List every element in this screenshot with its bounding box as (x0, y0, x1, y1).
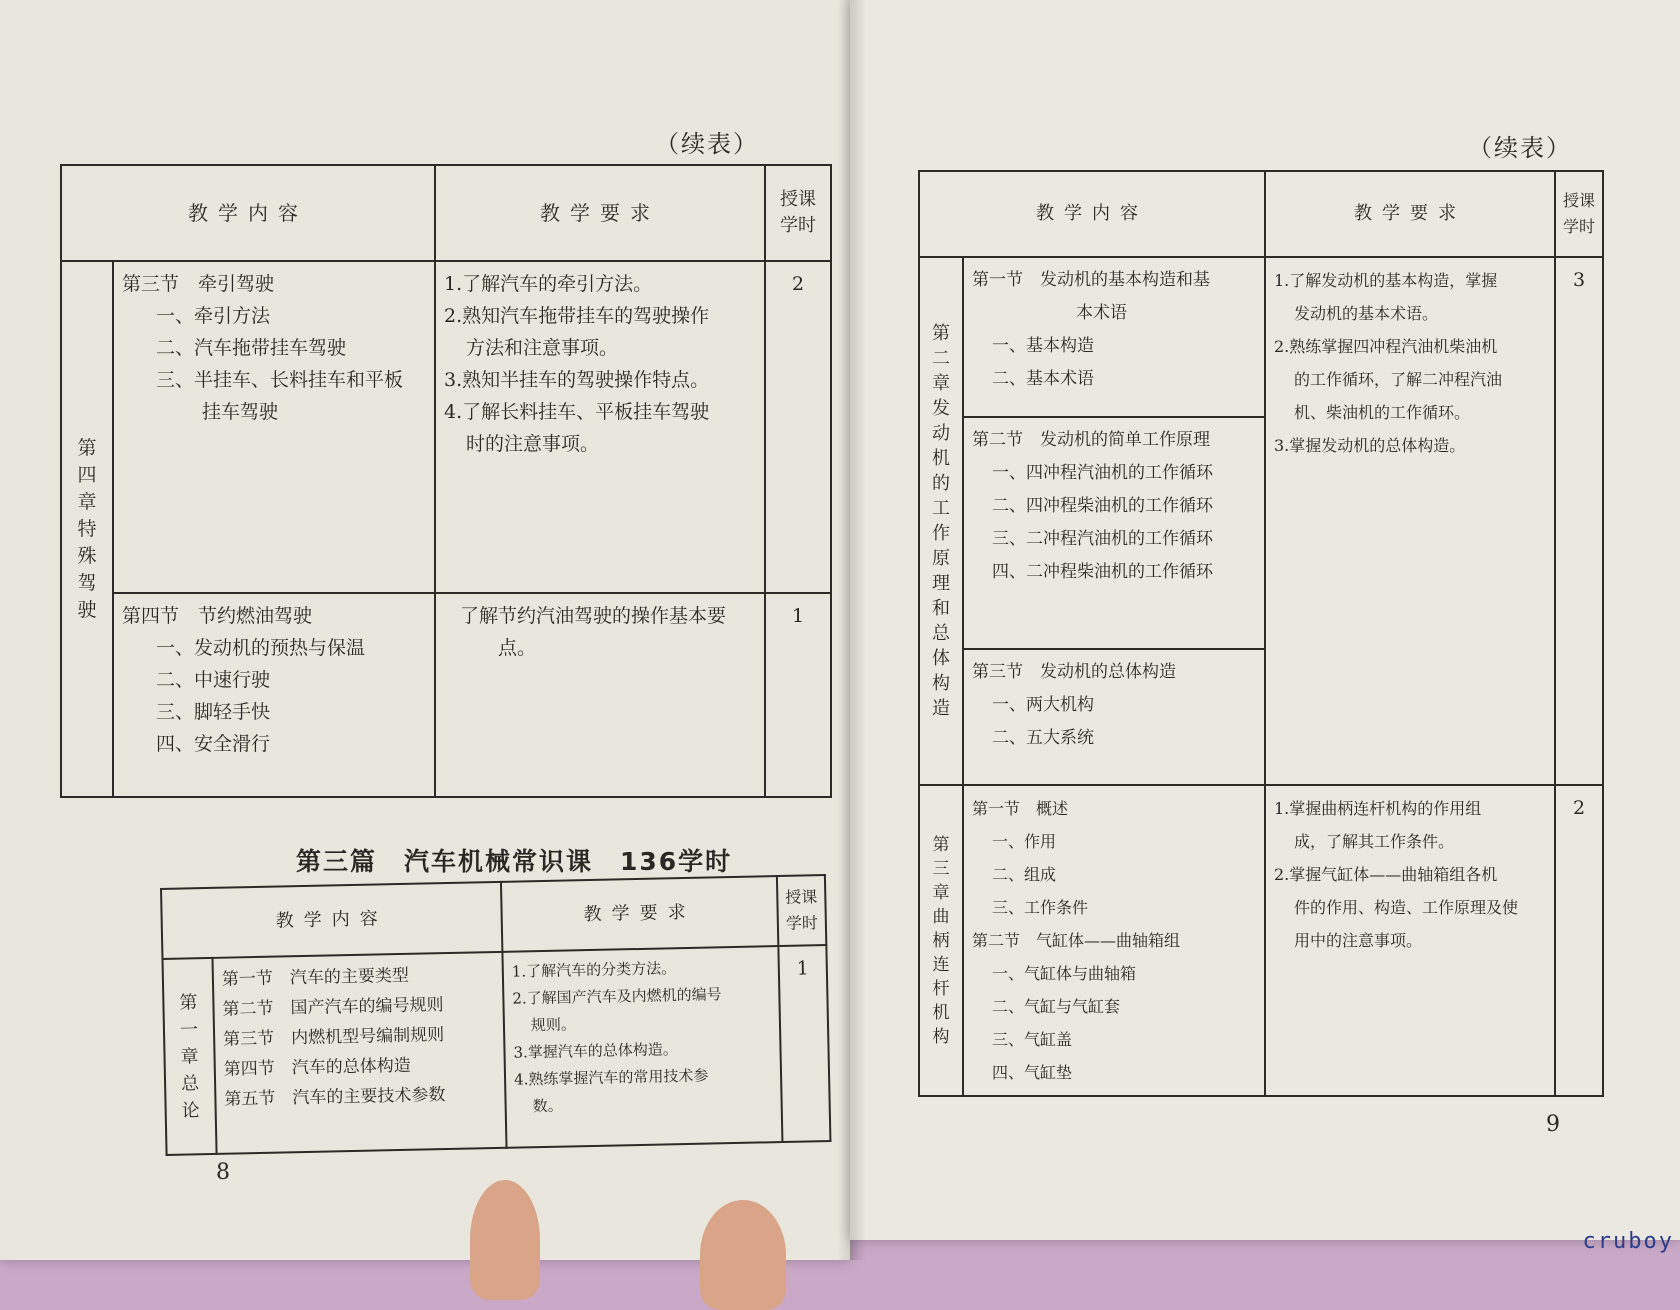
chapter-4-label: 第四章 特殊驾驶 (61, 261, 113, 797)
continued-label-left: （续表） (655, 130, 759, 158)
header-content-3: 教学内容 (919, 171, 1265, 257)
chapter-1-content: 第一节 汽车的主要类型 第二节 国产汽车的编号规则 第三节 内燃机型号编制规则 第四节 汽车的总体构造 第五节 汽车的主要技术参数 (212, 952, 506, 1154)
header-requirements-3: 教学要求 (1265, 171, 1555, 257)
right-table (918, 170, 1604, 1097)
page-number-left: 8 (216, 1160, 230, 1185)
ch2-section-1-content: 第一节 发动机的基本构造和基 本术语 一、基本构造 二、基本术语 (963, 257, 1265, 417)
page-number-right: 9 (1546, 1112, 1560, 1137)
section-3-hours: 2 (765, 261, 831, 593)
left-table-2 (160, 874, 831, 1156)
chapter-1-hours: 1 (778, 945, 830, 1142)
left-table-1 (60, 164, 832, 798)
chapter-2-label: 第二章 发动机的工作原理和总体构造 (919, 257, 963, 785)
header-content: 教学内容 (61, 165, 435, 261)
header-hours-2: 授课学时 (777, 875, 826, 946)
section-3-content: 第三节 牵引驾驶 一、牵引方法 二、汽车拖带挂车驾驶 三、半挂车、长料挂车和平板 挂车驾驶 (113, 261, 435, 593)
part-3-title: 第三篇 汽车机械常识课 136学时 (296, 847, 733, 876)
chapter-3-content: 第一节 概述 一、作用 二、组成 三、工作条件 第二节 气缸体——曲轴箱组 一、气缸体与曲轴箱 二、气缸与气缸套 三、气缸盖 四、气缸垫 (963, 785, 1265, 1096)
continued-label-right: （续表） (1468, 134, 1572, 162)
chapter-1-label: 第一章 总论 (162, 958, 216, 1155)
book-spine (838, 0, 866, 1260)
header-hours-3: 授课学时 (1555, 171, 1603, 257)
header-requirements: 教学要求 (435, 165, 765, 261)
section-3-requirements: 1.了解汽车的牵引方法。 2.熟知汽车拖带挂车的驾驶操作 方法和注意事项。 3.熟知半挂车的驾驶操作特点。 4.了解长料挂车、平板挂车驾驶 时的注意事项。 (435, 261, 765, 593)
header-hours: 授课学时 (765, 165, 831, 261)
finger-left (470, 1180, 540, 1300)
chapter-3-requirements: 1.掌握曲柄连杆机构的作用组 成，了解其工作条件。 2.掌握气缸体——曲轴箱组各机 件的作用、构造、工作原理及使 用中的注意事项。 (1265, 785, 1555, 1096)
chapter-1-requirements: 1.了解汽车的分类方法。 2.了解国产汽车及内燃机的编号 规则。 3.掌握汽车的总体构造。 4.熟练掌握汽车的常用技术参 数。 (502, 946, 782, 1148)
section-4-content: 第四节 节约燃油驾驶 一、发动机的预热与保温 二、中速行驶 三、脚轻手快 四、安全滑行 (113, 593, 435, 797)
chapter-3-hours: 2 (1555, 785, 1603, 1096)
chapter-2-requirements: 1.了解发动机的基本构造，掌握 发动机的基本术语。 2.熟练掌握四冲程汽油机柴油机 的工作循环，了解二冲程汽油 机、柴油机的工作循环。 3.掌握发动机的总体构造。 (1265, 257, 1555, 785)
finger-right (700, 1200, 786, 1310)
ch2-section-3-content: 第三节 发动机的总体构造 一、两大机构 二、五大系统 (963, 649, 1265, 785)
chapter-3-label: 第三章 曲柄连杆机构 (919, 785, 963, 1096)
section-4-hours: 1 (765, 593, 831, 797)
watermark: cruboy (1582, 1229, 1674, 1254)
header-content-2: 教学内容 (161, 882, 502, 959)
chapter-2-hours: 3 (1555, 257, 1603, 785)
header-requirements-2: 教学要求 (501, 876, 778, 952)
ch2-section-2-content: 第二节 发动机的简单工作原理 一、四冲程汽油机的工作循环 二、四冲程柴油机的工作循环 三、二冲程汽油机的工作循环 四、二冲程柴油机的工作循环 (963, 417, 1265, 649)
section-4-requirements: 了解节约汽油驾驶的操作基本要 点。 (435, 593, 765, 797)
